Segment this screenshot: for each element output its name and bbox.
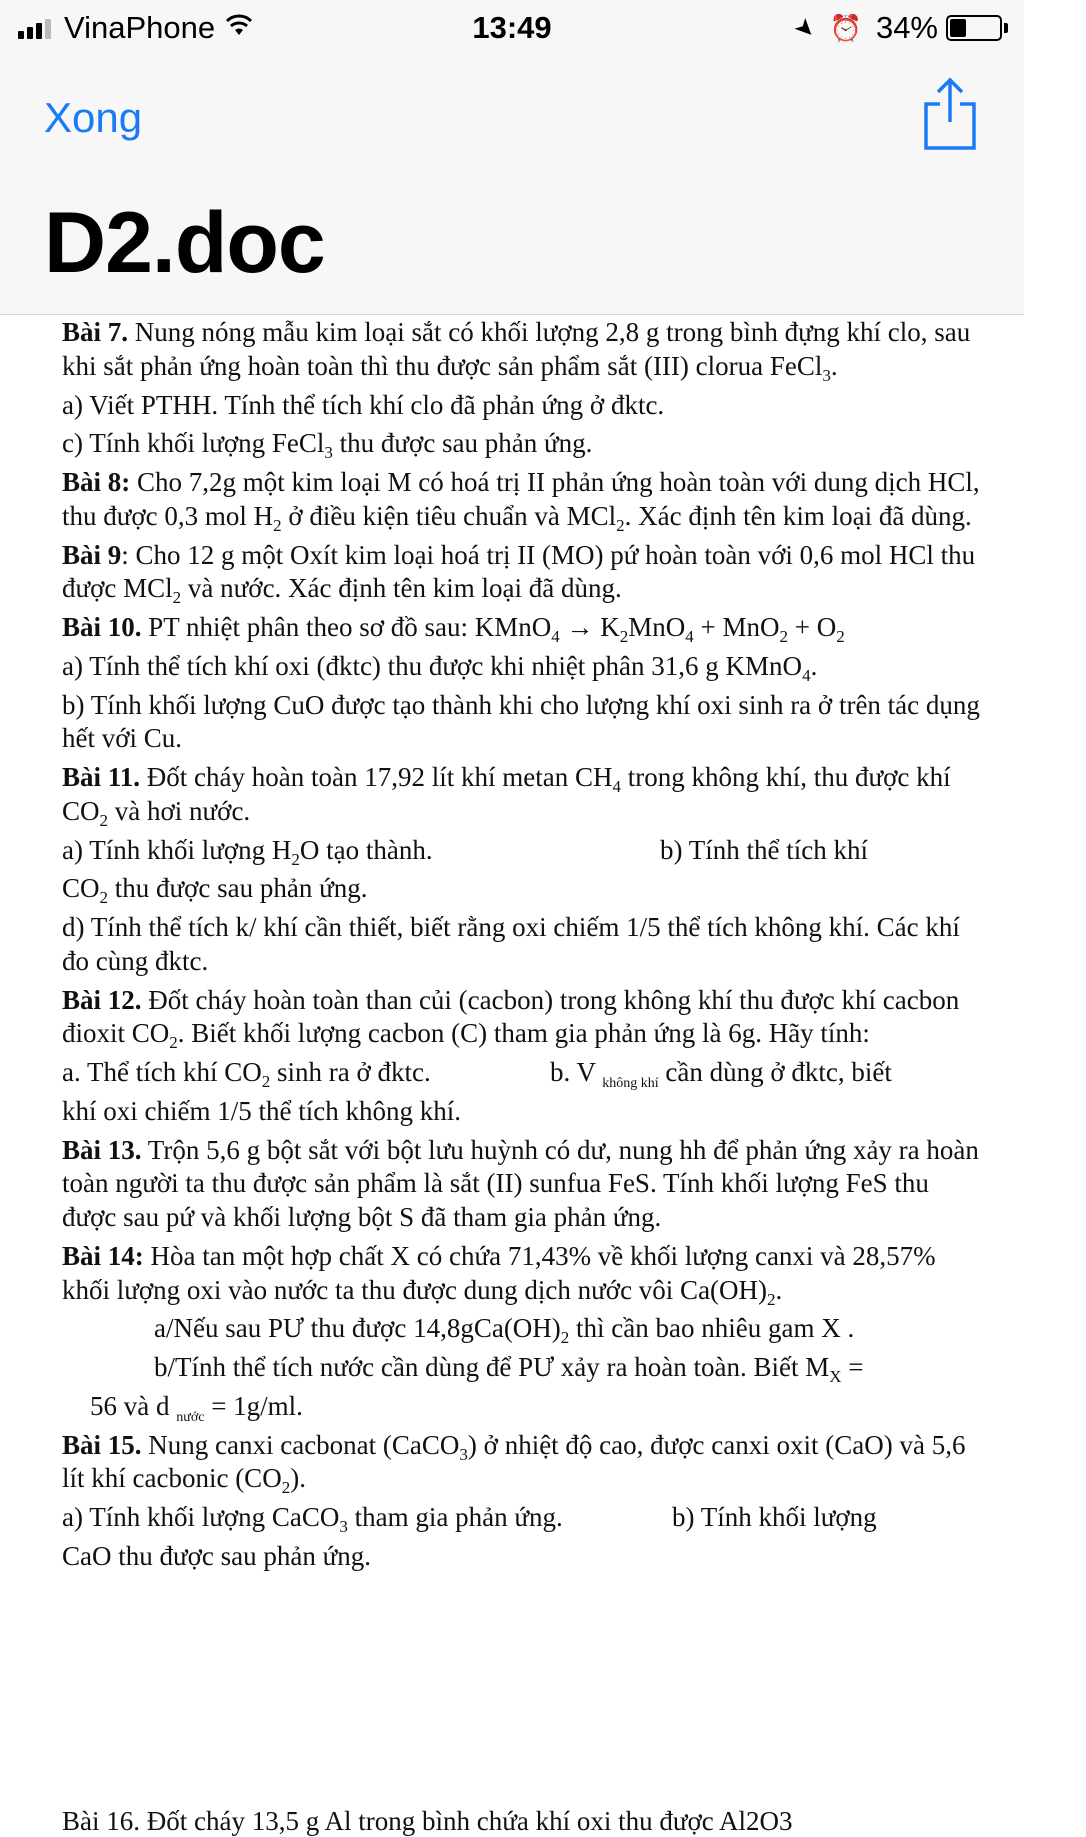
bai7-paragraph: Bài 7. Nung nóng mẫu kim loại sắt có khối lượng 2,8 g trong bình đựng khí clo, sau khi sắt phản ứng hoàn toàn thì thu được sản phẩm sắt (III) clorua FeCl$_3$. <box>62 317 971 385</box>
battery-tip <box>1004 23 1008 33</box>
share-icon[interactable] <box>920 76 980 152</box>
cut-bottom-line: Bài 16. Đốt cháy 13,5 g Al trong bình chứa khí oxi thu được Al2O3 <box>0 1796 1024 1820</box>
clock: 13:49 <box>472 10 552 45</box>
battery-fill <box>950 19 966 37</box>
bai11-ab: a) Tính khối lượng $H_2O$ tạo thành. b) Tính thể tích khí <box>62 834 868 869</box>
bai9-paragraph: Bài 9: Cho 12 g một Oxít kim loại hoá trị II (MO) pứ hoàn toàn với 0,6 mol HCl thu được MCl$_2$ và nước. Xác định tên kim loại đã dùng. <box>62 539 976 608</box>
battery-percent: 34% <box>875 10 938 45</box>
bai13-paragraph: Bài 13. Trộn 5,6 g bột sắt với bột lưu huỳnh có dư, nung hh để phản ứng xảy ra hoàn toàn người ta thu được sản phẩm là sắt (II) sunfua FeS. Tính khối lượng FeS thu được sau pứ và khối lượng bột S đã tham gia phản ứng. <box>62 1134 979 1232</box>
bai8-paragraph: Bài 8: Cho 7,2g một kim loại M có hoá trị II phản ứng hoàn toàn với dung dịch HCl, thu được 0,3 mol $H_2$ ở điều kiện tiêu chuẩn và MCl$_2$. Xác định tên kim loại đã dùng. <box>62 467 980 535</box>
location-arrow-icon: ➤ <box>788 11 823 45</box>
status-bar <box>0 0 1024 56</box>
bai14-paragraph: Bài 14: Hòa tan một hợp chất X có chứa 71,43% về khối lượng canxi và 28,57% khối lượng oxi vào nước ta thu được dung dịch nước vôi $Ca(OH)_2$. <box>62 1240 936 1309</box>
bai7-a: a) Viết PTHH. Tính thể tích khí clo đã phản ứng ở đktc. <box>62 389 665 420</box>
bai12-paragraph: Bài 12. Đốt cháy hoàn toàn than củi (cacbon) trong không khí thu được khí cacbon đioxit $CO_2$. Biết khối lượng cacbon (C) tham gia phản ứng là 6g. Hãy tính: <box>62 984 960 1053</box>
document-title: D2.doc <box>44 195 325 291</box>
bai7-c: c) Tính khối lượng FeCl$_3$ thu được sau phản ứng. <box>62 428 593 463</box>
bai11-b2: $CO_2$ thu được sau phản ứng. <box>62 873 368 908</box>
bai15-ab: a) Tính khối lượng CaCO$_3$ tham gia phản ứng. b) Tính khối lượng <box>62 1502 877 1536</box>
bai14-b: b/Tính thể tích nước cần dùng để PƯ xảy ra hoàn toàn. Biết $M_X$ = <box>154 1352 864 1386</box>
bai11-paragraph: Bài 11. Đốt cháy hoàn toàn 17,92 lít khí metan $CH_4$ trong không khí, thu được khí $CO_2$ và hơi nước. <box>62 762 951 830</box>
document-body <box>62 300 982 1579</box>
bai14-a: a/Nếu sau PƯ thu được $14,8gCa(OH)_2$ thì cần bao nhiêu gam X . <box>154 1313 855 1348</box>
bai14-c: 56 và d $_{nước}$ = 1g/ml. <box>90 1390 303 1425</box>
bai11-d: d) Tính thể tích k/ khí cần thiết, biết rằng oxi chiếm 1/5 thể tích không khí. Các khí đo cùng đktc. <box>62 912 960 976</box>
bai12-ab: a. Thể tích khí $CO_2$ sinh ra ở đktc. b. V $_{không khí}$ cần dùng ở đktc, biết <box>62 1057 892 1091</box>
bai10-a: a) Tính thể tích khí oxi (đktc) thu được khi nhiệt phân 31,6 g KMnO$_4$. <box>62 650 818 685</box>
bai15-line3: CaO thu được sau phản ứng. <box>62 1540 371 1571</box>
bai12-line3: khí oxi chiếm 1/5 thể tích không khí. <box>62 1095 461 1126</box>
bai10-b: b) Tính khối lượng CuO được tạo thành khi cho lượng khí oxi sinh ra ở trên tác dụng hết với Cu. <box>62 689 980 754</box>
bai10-paragraph: Bài 10. PT nhiệt phân theo sơ đồ sau: KMnO$_4$ → $K_2MnO_4 + MnO_2 + O_2$ <box>62 612 845 646</box>
nav-header <box>0 56 1024 315</box>
battery-icon <box>946 15 1002 41</box>
alarm-icon: ⏰ <box>829 12 862 43</box>
bai15-paragraph: Bài 15. Nung canxi cacbonat (CaCO$_3$) ở nhiệt độ cao, được canxi oxit (CaO) và 5,6 lít khí cacbonic $(CO_2)$. <box>62 1429 966 1498</box>
done-button[interactable]: Xong <box>44 94 143 141</box>
status-right <box>788 10 1008 46</box>
carrier-name: VinaPhone <box>64 10 216 45</box>
